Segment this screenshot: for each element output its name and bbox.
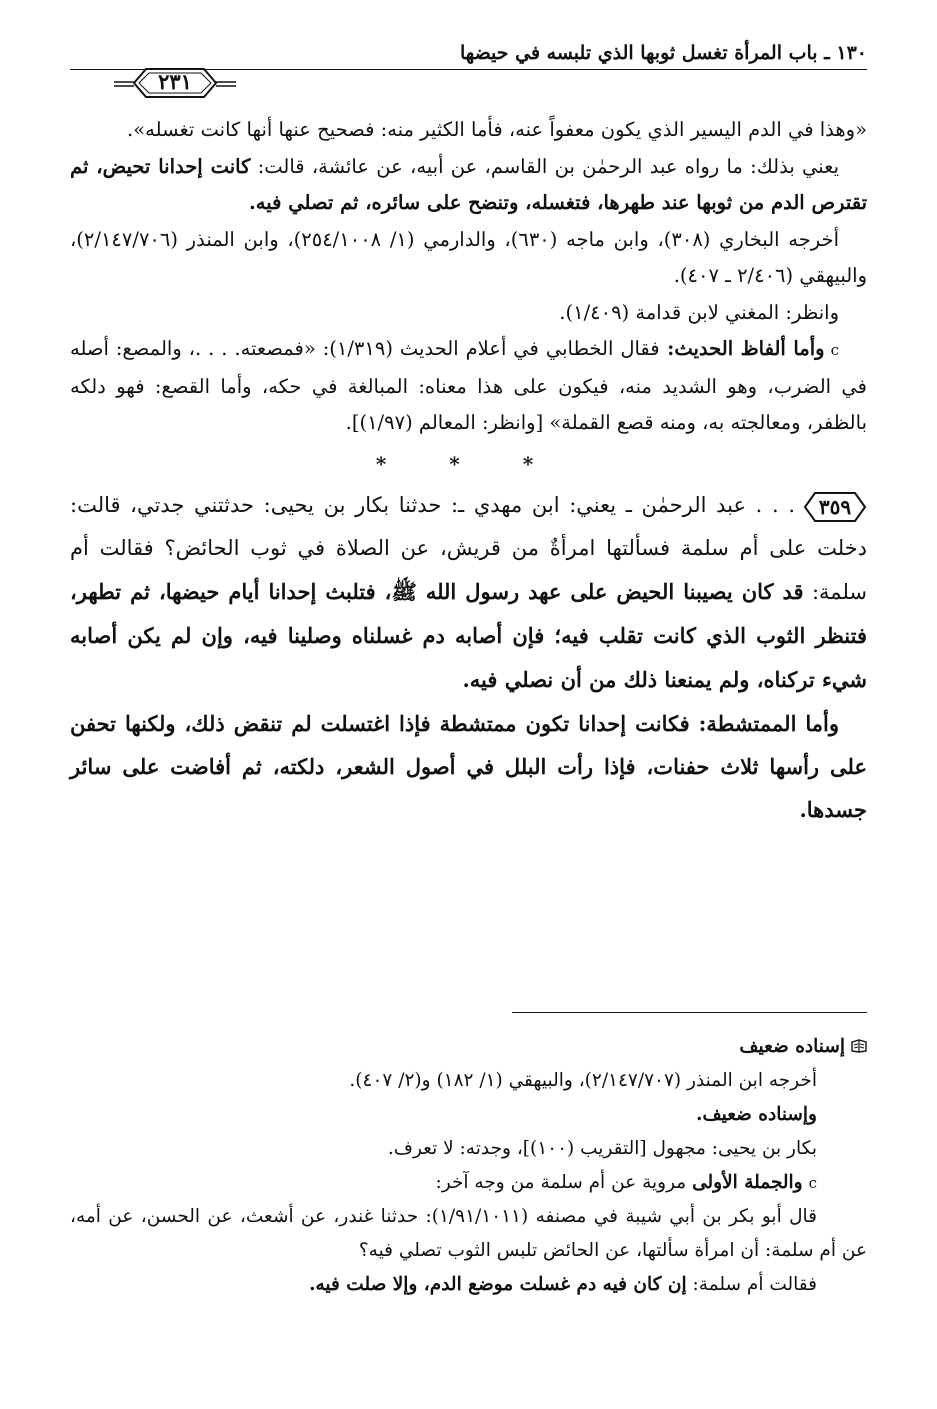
grading-label: إسناده ضعيف (739, 1036, 845, 1057)
c-marker-icon: c (830, 341, 839, 359)
paragraph-vocabulary (70, 331, 867, 442)
first-phrase-label: والجملة الأولى (692, 1172, 803, 1193)
footnotes (70, 1030, 867, 1302)
footnote-rule (512, 1012, 867, 1013)
hadith-number: ٣٥٩ (818, 494, 852, 519)
paragraph-takhrij: أخرجه البخاري (٣٠٨)، وابن ماجه (٦٣٠)، والدارمي (١/ ٢٥٤/١٠٠٨)، وابن المنذر (٢/١٤٧/٧٠٦)، والبيهقي (٢/٤٠٦ ـ ٤٠٧). (70, 227, 867, 287)
narration-text: كانت إحدانا تحيض، ثم تقترص الدم من ثوبها عند طهرها، فتغسله، وتنضح على سائره، ثم تصلي فيه. (70, 154, 867, 214)
footnote-first-phrase (70, 1166, 867, 1200)
book-icon (851, 1039, 867, 1053)
hadith-chain (70, 484, 867, 702)
c-marker-icon: c (808, 1174, 817, 1192)
page-header (70, 38, 867, 98)
paragraph-see-also: وانظر: المغني لابن قدامة (١/٤٠٩). (559, 300, 839, 324)
paragraph-quote: «وهذا في الدم اليسير الذي يكون معفواً عنه، فأما الكثير منه: فصحيح عنها أنها كانت تغسله». (127, 118, 867, 141)
footnote-umm-salama (70, 1268, 867, 1302)
hadith-continuation: وأما الممتشطة: فكانت إحدانا تكون ممتشطة فإذا اغتسلت لم تنقض ذلك، ولكنها تحفن على رأسها ثلاث حفنات، فإذا رأت البلل في أصول الشعر، دلكته، ثم أفاضت على سائر جسدها. (70, 711, 867, 822)
hadith-matn: قد كان يصيبنا الحيض على عهد رسول الله ﷺ، فتلبث إحدانا أيام حيضها، ثم تطهر، فتنظر الثوب الذي كانت تقلب فيه؛ فإن أصابه دم غسلناه وصلينا فيه، وإن لم يكن أصابه شيء تركناه، ولم يمنعنا ذلك من أن نصلي فيه. (70, 579, 867, 692)
footnote-ibn-abi-shaybah: قال أبو بكر بن أبي شيبة في مصنفه (١/٩١/١٠١١): حدثنا غندر، عن أشعث، عن الحسن، عن أمه، عن أم سلمة: أن امرأة سألتها، عن الحائض تلبس الثوب تصلي فيه؟ (70, 1206, 867, 1261)
first-phrase-text: مروية عن أم سلمة من وجه آخر: (435, 1172, 693, 1193)
hadith-block (70, 484, 867, 831)
main-text (70, 112, 867, 831)
footnote-grading (70, 1030, 867, 1064)
umm-salama-intro: فقالت أم سلمة: (686, 1274, 817, 1295)
hadith-isnad: . . . عبد الرحمٰن ـ يعني: ابن مهدي ـ: حدثنا بكار بن يحيى: حدثتني جدتي، قالت: دخلت على أم سلمة فسألتها امرأةٌ من قريش، عن الصلاة في ثوب الحائض؟ فقالت أم سلمة: (70, 493, 867, 604)
paragraph-narration (70, 149, 867, 222)
page-number-badge (112, 64, 238, 102)
hadith-number-badge (803, 490, 867, 524)
umm-salama-quote: إن كان فيه دم غسلت موضع الدم، وإلا صلت فيه. (309, 1274, 687, 1295)
page-number: ٢٣١ (158, 69, 192, 94)
section-separator: * * * (375, 451, 562, 476)
running-title: ١٣٠ ـ باب المرأة تغسل ثوبها الذي تلبسه في حيضها (460, 42, 867, 64)
vocabulary-text: فقال الخطابي في أعلام الحديث (١/٣١٩): «فمصعته. . . .، والمصع: أصله في الضرب، وهو الشديد منه، فيكون على هذا معناه: المبالغة في حكه، وأما القصع: فهو دلكه بالظفر، ومعالجته به، ومنه قصع القملة» [وانظر: المعالم (١/٩٧)]. (70, 337, 867, 434)
footnote-takhrij: أخرجه ابن المنذر (٢/١٤٧/٧٠٧)، والبيهقي (١/ ١٨٢) و(٢/ ٤٠٧). (349, 1070, 817, 1091)
footnote-weak: وإسناده ضعيف. (696, 1104, 817, 1125)
narration-intro: يعني بذلك: ما رواه عبد الرحمٰن بن القاسم، عن أبيه، عن عائشة، قالت: (250, 154, 839, 178)
vocabulary-heading: وأما ألفاظ الحديث: (659, 337, 825, 360)
footnote-narrator: بكار بن يحيى: مجهول [التقريب (١٠٠)]، وجدته: لا تعرف. (387, 1138, 817, 1159)
